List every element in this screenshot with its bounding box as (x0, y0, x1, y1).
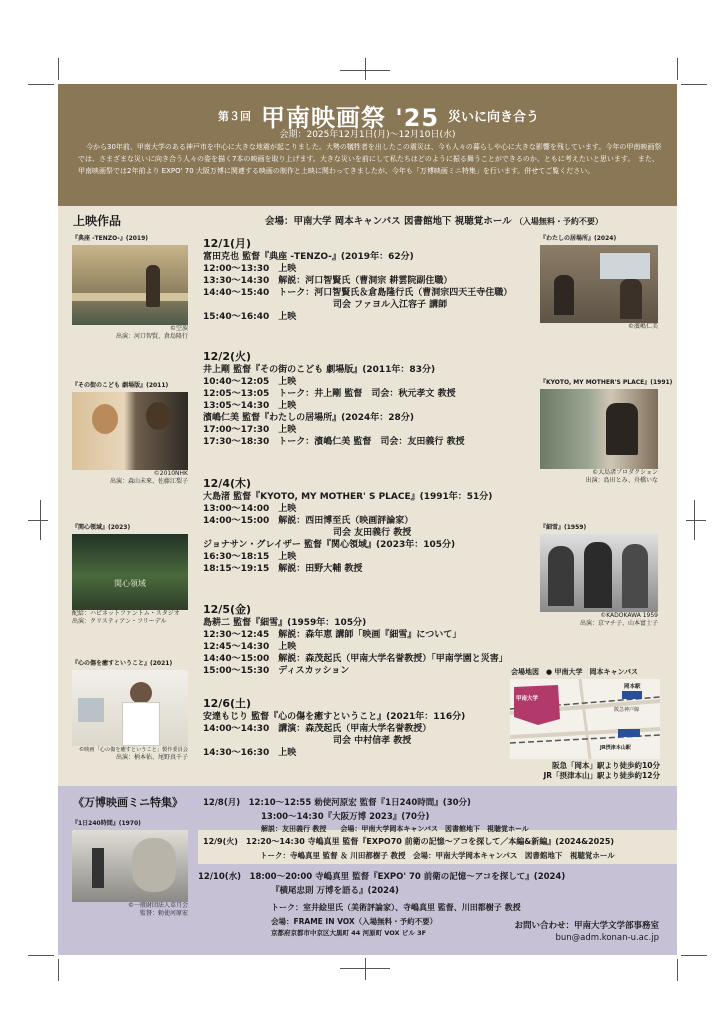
schedule-row: 14:00〜15:00 解説：西田博至氏（映画評論家） (203, 516, 414, 526)
access-jr: JR「摂津本山」駅より徒歩約12分 (543, 771, 660, 780)
flyer (58, 84, 677, 955)
poster-title: 『KYOTO, MY MOTHER'S PLACE』(1991) (540, 379, 673, 386)
poster-title: 『関心領域』(2023) (72, 524, 131, 531)
crop-mark (681, 84, 707, 85)
expo-section (58, 786, 677, 955)
access-hankyu: 阪急「岡本」駅より徒歩約10分 (552, 761, 660, 770)
still-image (540, 389, 658, 469)
expo-line: 『横尾忠則 万博を語る』(2024) (271, 886, 399, 896)
venue-note: （入場無料・予約不要） (514, 217, 603, 226)
schedule-row: 14:40〜15:00 解説：森茂起氏（甲南大学名誉教授）「甲南学園と災害」 (203, 654, 508, 664)
poster-cast: 出演：京マチ子、山本富士子 (579, 620, 658, 627)
expo-line: 13:00〜14:30『大阪万博 2023』(70分) (261, 812, 430, 822)
festival-title: 甲南映画祭 '25 (261, 104, 440, 132)
poster-title: 『細雪』(1959) (540, 524, 587, 531)
map-label-university: 甲南大学 (516, 696, 539, 702)
contact-info (514, 920, 659, 944)
schedule-date: 12/1(月) (203, 237, 252, 250)
crop-mark (365, 58, 366, 80)
poster-credit: ©映画「心の傷を癒すということ」製作委員会 (79, 747, 188, 753)
schedule-row: 10:40〜12:05 上映 (203, 377, 297, 387)
schedule-date: 12/6(土) (203, 697, 252, 710)
poster-credit: ©大島渚プロダクション (592, 469, 658, 476)
poster-title: 『1日240時間』(1970) (72, 820, 141, 827)
poster-title: 『わたしの居場所』(2024) (540, 235, 617, 242)
expo-line: トーク：寺嶋真里 監督 ＆ 川田都樹子 教授 会場：甲南大学岡本キャンパス 図書館地下 視聴覚ホール (260, 851, 615, 860)
poster-title: 『心の傷を癒すということ』(2021) (72, 660, 173, 667)
map-label-okamoto: 岡本駅 (624, 684, 641, 690)
moderator-line: 司会 中村信孝 教授 (333, 736, 412, 746)
poster-credit: ©KADOKAWA 1959 (600, 612, 658, 619)
schedule-row: 12:30〜12:45 解説：森年恵 講師「映画『細雪』について」 (203, 630, 462, 640)
festival-theme: 災いに向き合う (448, 110, 540, 125)
crop-mark (694, 500, 695, 540)
schedule-date: 12/5(金) (203, 603, 252, 616)
film-title: 大島渚 監督『KYOTO, MY MOTHER' S PLACE』(1991年：51分) (203, 492, 493, 502)
moderator-line: 司会 友田義行 教授 (333, 528, 412, 538)
film-title: 富田克也 監督『典座 -TENZO-』(2019年：62分) (203, 252, 414, 262)
expo-heading: 《万博映画ミニ特集》 (73, 796, 183, 809)
schedule-row: 13:30〜14:30 解説：河口智賢氏（曹洞宗 耕雲院副住職） (203, 276, 453, 286)
crop-mark (681, 955, 707, 956)
festival-dates: 会期：2025年12月1日(月)〜12月10日(水) (279, 130, 456, 140)
still-image (72, 830, 188, 902)
still-image (72, 392, 188, 470)
schedule-day-4 (203, 476, 492, 575)
schedule-row: 15:00〜15:30 ディスカッション (203, 666, 350, 676)
venue-text: 会場：甲南大学 岡本キャンパス 図書館地下 視聴覚ホール (265, 216, 512, 227)
map-label-hankyu: 阪急神戸線 (614, 707, 640, 713)
film-title: 井上剛 監督『その街のこども 劇場版』(2011年：83分) (203, 365, 436, 375)
poster-credit: ©濱嶋仁美 (627, 323, 658, 330)
map-label-jr: JR摂津本山駅 (600, 745, 631, 751)
schedule-date: 12/2(火) (203, 350, 252, 363)
crop-mark (677, 959, 678, 981)
still-image (72, 534, 188, 610)
contact-email-text[interactable]: bun@adm.konan-u.ac.jp (555, 933, 659, 943)
poster-basho (540, 235, 658, 331)
still-image (72, 670, 188, 746)
schedule-day-1 (203, 236, 512, 323)
poster-kokoro (72, 660, 188, 762)
expo-line: 12/8(月) 12:10〜12:55 勅使河原宏 監督『1日240時間』(30分) (203, 798, 471, 808)
header-banner (58, 84, 677, 206)
crop-mark (40, 500, 41, 540)
access-info (510, 761, 660, 781)
schedule-row: 17:30〜18:30 トーク：濱嶋仁美 監督 司会：友田義行 教授 (203, 437, 465, 447)
schedule-row: 12:00〜13:30 上映 (203, 264, 297, 274)
film-title: ジョナサン・グレイザー 監督『関心領域』(2023年：105分) (203, 540, 456, 550)
moderator-line: 司会 ファヨル入江容子 講師 (333, 300, 448, 310)
poster-credit: ©一般財団法人草月会 (127, 902, 188, 909)
schedule-row: 18:15〜19:15 解説：田野大輔 教授 (203, 564, 363, 574)
poster-cast: 配給：ハピネットファントム・スタジオ 出演：クリスティアン・フリーデル (72, 610, 180, 625)
schedule-row: 12:05〜13:05 トーク：井上剛 監督 司会：秋元孝文 教授 (203, 389, 456, 399)
schedule-row: 16:30〜18:15 上映 (203, 552, 297, 562)
access-map (510, 679, 660, 759)
expo-line: トーク：室井絵里氏（美術評論家）、寺嶋真里 監督、川田都樹子 教授 (271, 903, 521, 912)
expo-line: 京都府京都市中京区大黒町 44 河原町 VOX ビル 3F (271, 929, 427, 937)
expo-line: 解説：友田義行 教授 会場：甲南大学岡本キャンパス 図書館地下 視聴覚ホール (261, 825, 529, 833)
contact-email[interactable] (514, 932, 659, 944)
poster-kyoto (540, 379, 673, 485)
schedule-row: 14:00〜14:30 講演：森茂起氏（甲南大学名誉教授） (203, 724, 432, 734)
schedule-row: 12:45〜14:30 上映 (203, 642, 297, 652)
still-image (72, 245, 188, 325)
poster-sasameyuki (540, 524, 658, 628)
poster-cast: 監督：勅使河原宏 (139, 910, 188, 917)
film-title: 島耕二 監督『細雪』(1959年：105分) (203, 618, 367, 628)
crop-mark (365, 958, 366, 980)
intro-text: 今から30年前、甲南大学のある神戸市を中心に大きな地震が起こりました。大勢の犠牲者を出したこの震災は、今も人々の暮らしや心に大きな影響を残しています。今年の甲南映画祭では、さまざまな災いに向き合う人々の姿を描く7本の映画を取り上げます。大きな災いを前にして私たちはどのように振る舞うことができるのか、ともに考えたいと思います。 また、甲南映画祭では2年前より EXPO' 70 大阪万博に関連する映画の制作と上映に関わってきましたが、今年も「万博映画ミニ特集」を行います。併せてご覧ください。 (78, 143, 662, 175)
poster-cast: 出演：河口智賢、倉島隆行 (115, 333, 188, 340)
map-title: 会場地図 ● 甲南大学 岡本キャンパス (511, 668, 639, 676)
poster-zone-of-interest (72, 524, 188, 626)
crop-mark (677, 58, 678, 80)
film-title: 安達もじり 監督『心の傷を癒すということ』(2021年：116分) (203, 712, 466, 722)
poster-cast: 出演：森山未來、佐藤江梨子 (109, 478, 188, 485)
contact-office: お問い合わせ：甲南大学文学部事務室 (514, 921, 659, 931)
poster-credit: ©2010NHK (153, 470, 188, 477)
crop-mark (58, 58, 59, 80)
schedule-row: 17:00〜17:30 上映 (203, 425, 297, 435)
poster-inner-title: 関心領域 (114, 579, 146, 588)
venue-line (265, 213, 603, 227)
schedule-row: 14:30〜16:30 上映 (203, 748, 297, 758)
poster-sonomachi (72, 382, 188, 486)
schedule-row: 14:40〜15:40 トーク：河口智賢氏＆倉島隆行氏（曹洞宗四天王寺住職） (203, 288, 513, 298)
poster-title: 『典座 -TENZO-』(2019) (72, 235, 149, 242)
schedule-day-6 (203, 696, 465, 759)
poster-240 (72, 820, 188, 918)
schedule-row: 13:00〜14:00 上映 (203, 504, 297, 514)
poster-title: 『その街のこども 劇場版』(2011) (72, 382, 169, 389)
section-heading: 上映作品 (73, 214, 122, 228)
schedule-row: 15:40〜16:40 上映 (203, 312, 297, 322)
crop-mark (28, 84, 54, 85)
crop-mark (686, 520, 706, 521)
still-image (540, 245, 658, 323)
poster-cast: 出演：島田とみ、舟橋いな (585, 477, 658, 484)
schedule-day-5 (203, 602, 508, 677)
expo-line: 12/9(火) 12:20〜14:30 寺嶋真里 監督『EXPO70 前衛の記憶〜アコを探して／本編&新編』(2024&2025) (203, 837, 615, 846)
poster-credit: ©空族 (169, 325, 188, 332)
schedule-row: 13:05〜14:30 上映 (203, 401, 297, 411)
expo-line: 会場：FRAME IN VOX（入場無料・予約不要） (271, 917, 438, 926)
expo-line: 12/10(水) 18:00〜20:00 寺嶋真里 監督『EXPO' 70 前衛の記憶〜アコを探して』(2024) (198, 872, 566, 882)
film-title: 濱嶋仁美 監督『わたしの居場所』(2024年：28分) (203, 413, 414, 423)
crop-mark (58, 959, 59, 981)
edition-label: 第３回 (218, 110, 251, 123)
poster-cast: 出演：柄本佑、尾野真千子 (115, 754, 188, 761)
map-graphic (510, 679, 660, 759)
poster-tenzo (72, 235, 188, 341)
crop-mark (28, 955, 54, 956)
crop-mark (28, 520, 48, 521)
still-image (540, 534, 658, 612)
schedule-date: 12/4(木) (203, 477, 252, 490)
schedule-day-2 (203, 349, 465, 448)
